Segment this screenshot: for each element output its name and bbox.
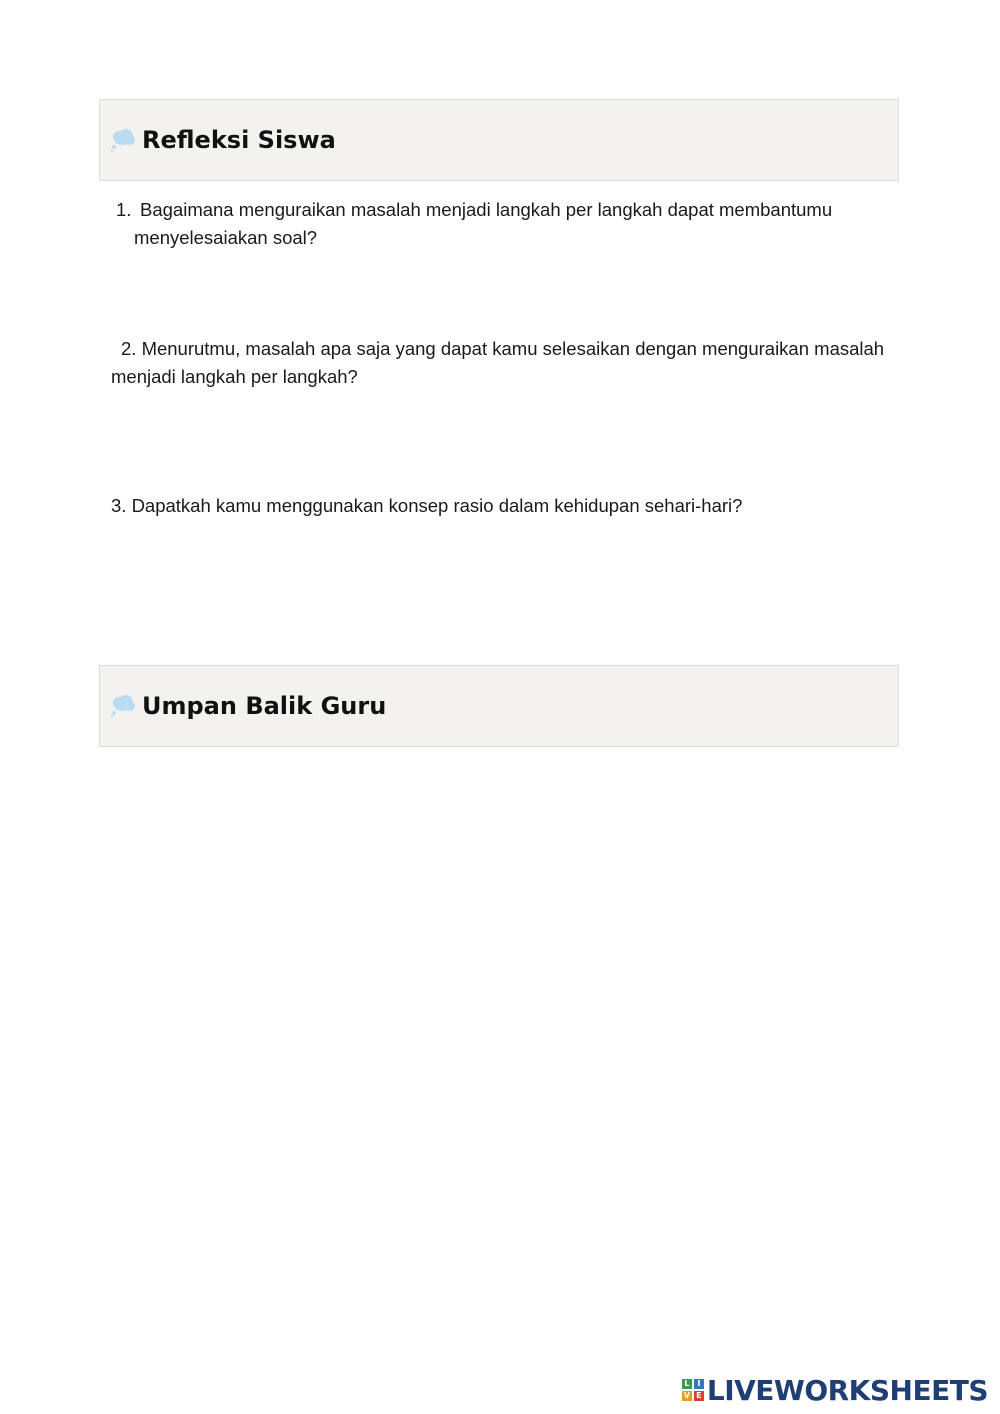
section-title: Refleksi Siswa [142,126,336,154]
logo-grid-icon [682,1379,704,1401]
question-text: 3. Dapatkah kamu menggunakan konsep rasio dalam kehidupan sehari-hari? [111,495,743,516]
logo-letter: I [694,1379,704,1389]
section-header-reflection [99,99,899,181]
section-title: Umpan Balik Guru [142,692,387,720]
question-1 [116,196,906,252]
liveworksheets-logo[interactable] [682,1373,988,1407]
question-number: 1. [116,199,132,220]
question-2 [111,335,901,391]
question-text-line1: Bagaimana menguraikan masalah menjadi langkah per langkah dapat membantumu [140,199,833,220]
section-header-feedback [99,665,899,747]
brand-name: LIVEWORKSHEETS [706,1373,988,1407]
question-3 [111,492,901,520]
logo-letter: E [694,1391,704,1401]
question-text-line2: menyelesaiakan soal? [134,227,318,248]
logo-letter: V [683,1391,690,1400]
thought-bubble-icon [110,694,136,718]
question-text: 2. Menurutmu, masalah apa saja yang dapat kamu selesaikan dengan menguraikan masalah menjadi langkah per langkah? [111,338,885,387]
logo-letter: L [682,1379,692,1389]
thought-bubble-icon [110,128,136,152]
